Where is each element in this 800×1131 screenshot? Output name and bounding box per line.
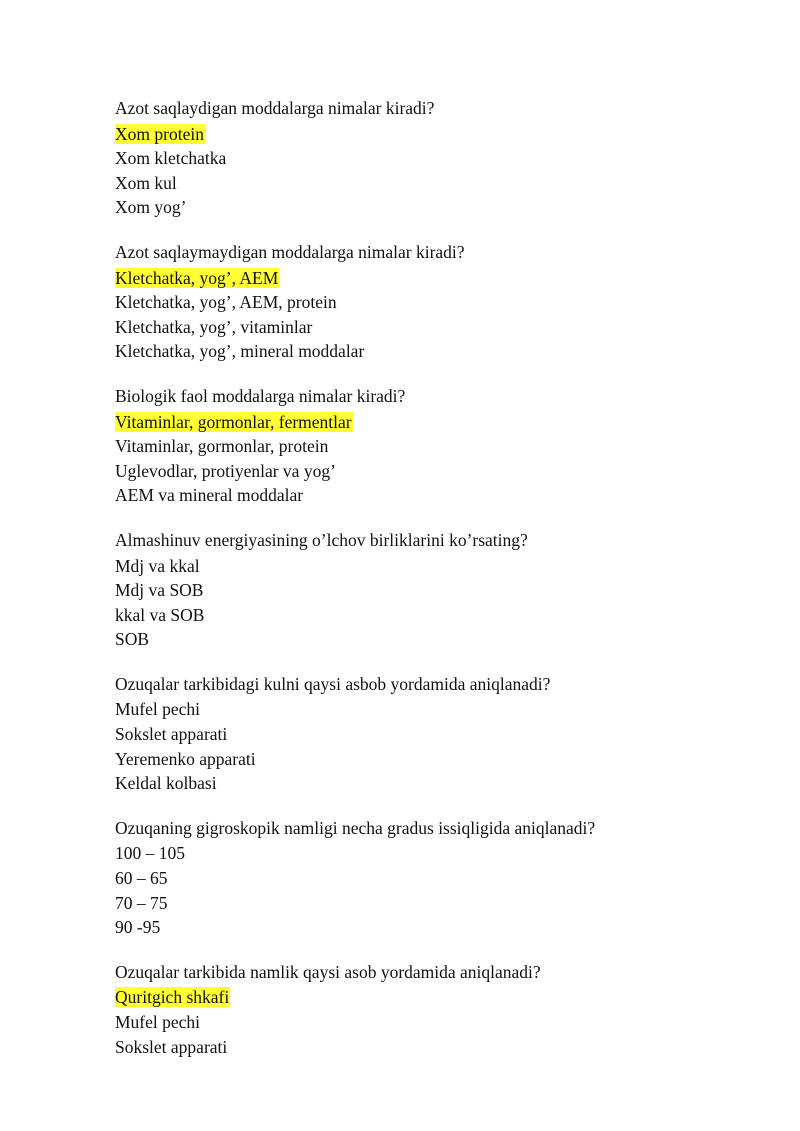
answer-option: Mdj va SOB [115, 580, 204, 601]
question-block-6 [115, 816, 755, 940]
answer-option-highlighted: Vitaminlar, gormonlar, fermentlar [115, 411, 352, 432]
answer-option: Kletchatka, yog’, vitaminlar [115, 316, 313, 337]
answer-option: 90 -95 [115, 917, 161, 938]
answer-option: Kletchatka, yog’, AEM, protein [115, 292, 337, 313]
question-block-2 [115, 240, 755, 364]
question-text: Azot saqlaymaydigan moddalarga nimalar kiradi? [115, 241, 465, 262]
question-text: Almashinuv energiyasining o’lchov birliklarini ko’rsating? [115, 529, 528, 550]
answer-option-highlighted: Xom protein [115, 123, 204, 144]
answer-option: Xom kul [115, 172, 177, 193]
answer-option: Vitaminlar, gormonlar, protein [115, 436, 329, 457]
answer-option: Mufel pechi [115, 699, 201, 720]
question-text: Ozuqalar tarkibida namlik qaysi asob yordamida aniqlanadi? [115, 961, 541, 982]
question-text: Ozuqaning gigroskopik namligi necha gradus issiqligida aniqlanadi? [115, 817, 596, 838]
question-block-1 [115, 96, 755, 220]
answer-option: Yeremenko apparati [115, 748, 256, 769]
answer-option: 70 – 75 [115, 892, 168, 913]
answer-option: Sokslet apparati [115, 724, 228, 745]
question-block-4 [115, 528, 755, 652]
answer-option: Xom yog’ [115, 197, 187, 218]
question-block-5 [115, 672, 755, 796]
document-page [115, 96, 755, 1059]
answer-option: kkal va SOB [115, 604, 205, 625]
answer-option: Keldal kolbasi [115, 773, 217, 794]
answer-option: 60 – 65 [115, 868, 168, 889]
answer-option: Uglevodlar, protiyenlar va yog’ [115, 460, 336, 481]
answer-option: Mufel pechi [115, 1012, 201, 1032]
answer-option: Kletchatka, yog’, mineral moddalar [115, 341, 365, 362]
question-block-3 [115, 384, 755, 508]
question-text: Azot saqlaydigan moddalarga nimalar kiradi? [115, 98, 435, 118]
answer-option-highlighted: Kletchatka, yog’, AEM [115, 267, 279, 288]
question-text: Ozuqalar tarkibidagi kulni qaysi asbob yordamida aniqlanadi? [115, 673, 551, 694]
question-text: Biologik faol moddalarga nimalar kiradi? [115, 385, 406, 406]
answer-option-highlighted: Quritgich shkafi [115, 987, 230, 1008]
answer-option: 100 – 105 [115, 843, 185, 864]
answer-option: Xom kletchatka [115, 148, 227, 169]
question-block-7 [115, 960, 755, 1059]
answer-option: Sokslet apparati [115, 1036, 228, 1057]
answer-option: SOB [115, 629, 150, 650]
answer-option: Mdj va kkal [115, 555, 200, 576]
answer-option: AEM va mineral moddalar [115, 485, 304, 506]
